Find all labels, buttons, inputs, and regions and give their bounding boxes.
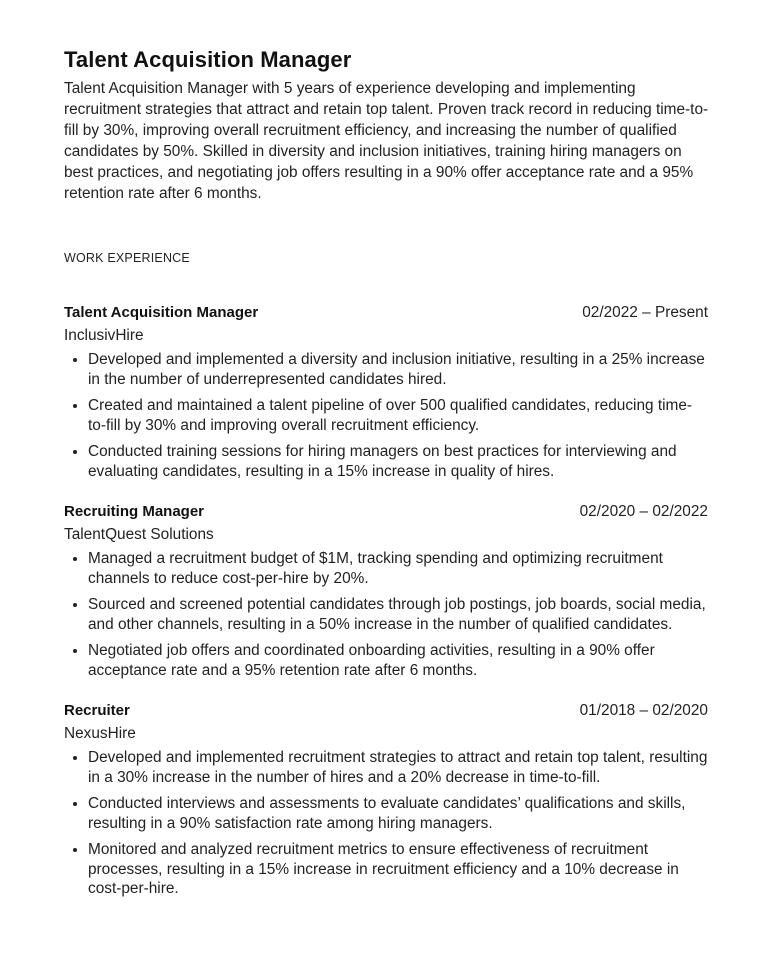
job-dates: 02/2022 – Present [582, 304, 708, 321]
job-bullets [64, 350, 708, 481]
bullet-item: • Monitored and analyzed recruitment metrics to ensure effectiveness of recruitment processes, resulting in a 15% increase in recruitment efficiency and a 10% decrease in cost-per-hire. [88, 840, 708, 899]
job-header [64, 502, 708, 522]
job-dates: 01/2018 – 02/2020 [579, 702, 708, 719]
work-experience-list [64, 303, 708, 899]
job-entry [64, 502, 708, 680]
bullet-item: • Negotiated job offers and coordinated onboarding activities, resulting in a 90% offer acceptance rate and a 95% retention rate after 6 months. [88, 641, 708, 680]
job-title: Recruiter [64, 702, 130, 719]
job-entry [64, 701, 708, 899]
bullet-item: • Created and maintained a talent pipeline of over 500 qualified candidates, reducing time-to-fill by 30% and improving overall recruitment efficiency. [88, 396, 708, 435]
job-title: Talent Acquisition Manager [64, 304, 259, 321]
job-dates: 02/2020 – 02/2022 [579, 503, 708, 520]
job-bullets [64, 549, 708, 680]
section-title-work-experience: WORK EXPERIENCE [64, 251, 190, 265]
bullet-item: • Sourced and screened potential candidates through job postings, job boards, social media, and other channels, resulting in a 50% increase in the number of qualified candidates. [88, 595, 708, 634]
bullet-item: • Conducted interviews and assessments to evaluate candidates’ qualifications and skills, resulting in a 90% satisfaction rate among hiring managers. [88, 794, 708, 833]
job-header [64, 701, 708, 721]
job-title: Recruiting Manager [64, 503, 205, 520]
company-name: InclusivHire [64, 327, 144, 344]
resume-title: Talent Acquisition Manager [64, 47, 352, 72]
company-name: NexusHire [64, 725, 136, 742]
job-entry [64, 303, 708, 481]
job-header [64, 303, 708, 323]
bullet-item: • Managed a recruitment budget of $1M, tracking spending and optimizing recruitment channels to reduce cost-per-hire by 20%. [88, 549, 708, 588]
professional-summary: Talent Acquisition Manager with 5 years of experience developing and implementing recruitment strategies that attract and retain top talent. Proven track record in reducing time-to-fill by 30%, improving overall recruitment efficiency, and increasing the number of qualified candidates by 50%. Skilled in diversity and inclusion initiatives, training hiring managers on best practices, and negotiating job offers resulting in a 90% offer acceptance rate and a 95% retention rate after 6 months. [64, 80, 709, 202]
job-bullets [64, 748, 708, 899]
bullet-item: • Conducted training sessions for hiring managers on best practices for interviewing and evaluating candidates, resulting in a 15% increase in quality of hires. [88, 442, 708, 481]
bullet-item: • Developed and implemented a diversity and inclusion initiative, resulting in a 25% increase in the number of underrepresented candidates hired. [88, 350, 708, 389]
bullet-item: • Developed and implemented recruitment strategies to attract and retain top talent, resulting in a 30% increase in the number of hires and a 20% decrease in time-to-fill. [88, 748, 708, 787]
company-name: TalentQuest Solutions [64, 526, 214, 543]
